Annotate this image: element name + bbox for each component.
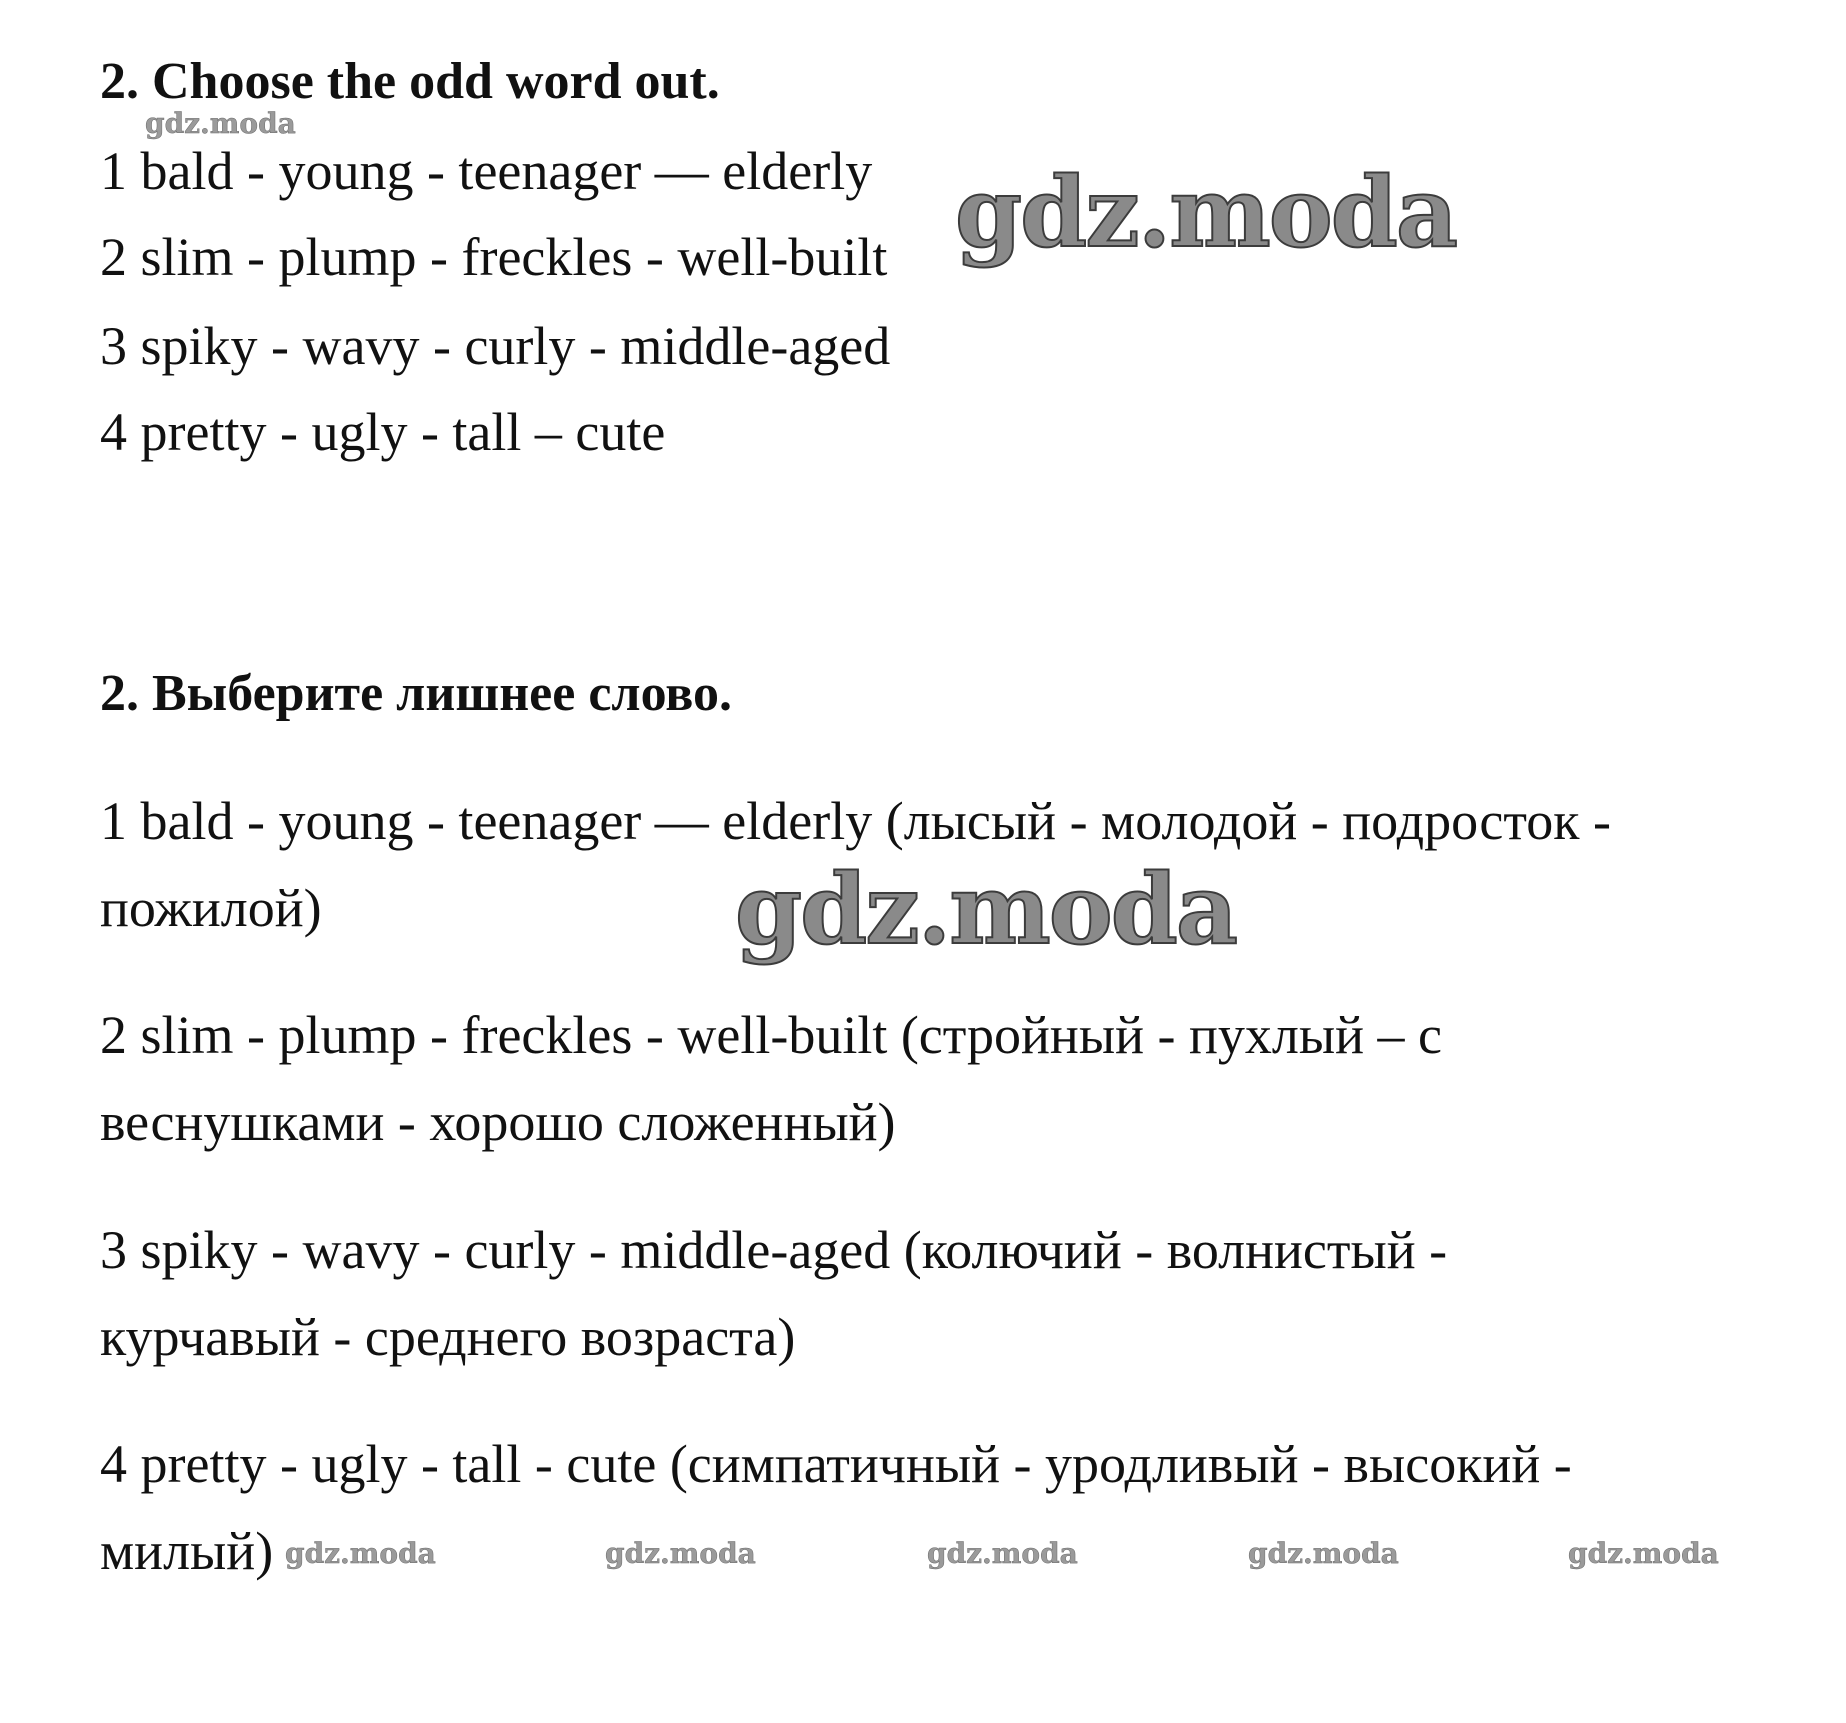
watermark-large: gdz.moda (955, 156, 1457, 269)
exercise-heading-en: 2. Choose the odd word out. (100, 53, 720, 110)
exercise-item-ru-3-line-1: 3 spiky - wavy - curly - middle-aged (колючий - волнистый - (100, 1220, 1448, 1280)
watermark-small: gdz.moda (927, 1537, 1078, 1570)
watermark-small: gdz.moda (605, 1537, 756, 1570)
watermark-large: gdz.moda (735, 853, 1237, 966)
exercise-item-en-2: 2 slim - plump - freckles - well-built (100, 227, 888, 287)
exercise-heading-ru: 2. Выберите лишнее слово. (100, 665, 733, 722)
exercise-item-en-4: 4 pretty - ugly - tall – cute (100, 402, 666, 462)
exercise-item-en-1: 1 bald - young - teenager — elderly (100, 141, 873, 201)
watermark-small: gdz.moda (145, 107, 296, 140)
watermark-small: gdz.moda (1568, 1537, 1719, 1570)
exercise-item-ru-4-line-2: милый) (100, 1521, 274, 1581)
exercise-item-ru-1-line-1: 1 bald - young - teenager — elderly (лысый - молодой - подросток - (100, 791, 1611, 851)
exercise-item-ru-3-line-2: курчавый - среднего возраста) (100, 1307, 796, 1367)
exercise-item-ru-2-line-1: 2 slim - plump - freckles - well-built (стройный - пухлый – с (100, 1005, 1442, 1065)
exercise-item-ru-1-line-2: пожилой) (100, 878, 322, 938)
exercise-item-ru-2-line-2: веснушками - хорошо сложенный) (100, 1092, 896, 1152)
watermark-small: gdz.moda (1248, 1537, 1399, 1570)
watermark-small: gdz.moda (285, 1537, 436, 1570)
exercise-item-ru-4-line-1: 4 pretty - ugly - tall - cute (симпатичный - уродливый - высокий - (100, 1434, 1572, 1494)
exercise-item-en-3: 3 spiky - wavy - curly - middle-aged (100, 316, 891, 376)
